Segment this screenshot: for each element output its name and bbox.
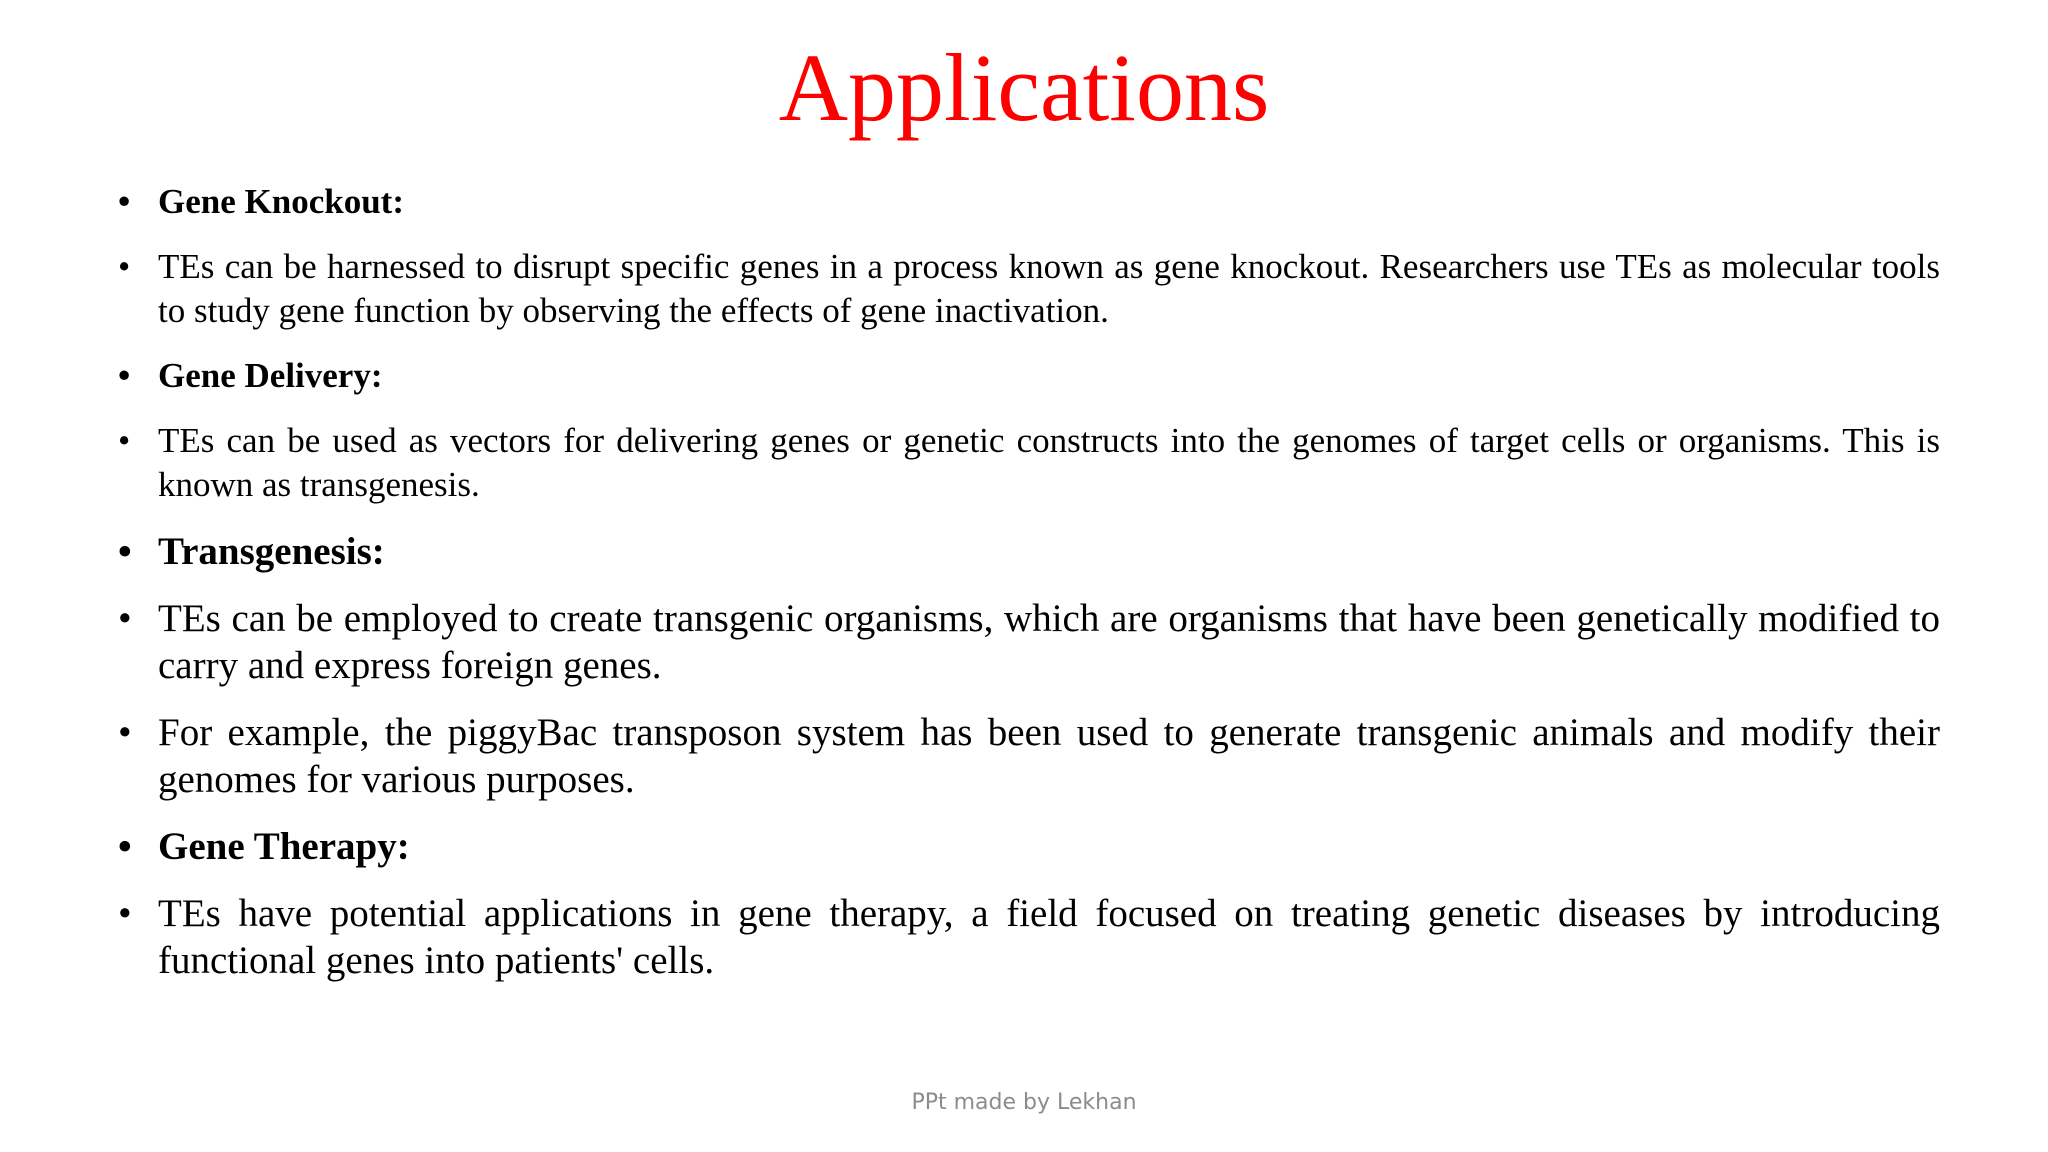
bullet-item: • For example, the piggyBac transposon system has been used to generate transgenic animals and modify their genomes for various purposes.	[158, 709, 1940, 803]
bullet-item: • Gene Knockout:	[158, 180, 1940, 224]
bullet-item: • Gene Delivery:	[158, 354, 1940, 398]
bullet-item: • Transgenesis:	[158, 528, 1940, 575]
slide-title: Applications	[778, 34, 1270, 141]
bullet-item: • TEs can be harnessed to disrupt specific genes in a process known as gene knockout. Researchers use TEs as molecular tools to study gene function by observing the effects of gene inactivation.	[158, 245, 1940, 333]
bullet-item: • TEs can be used as vectors for delivering genes or genetic constructs into the genomes of target cells or organisms. This is known as transgenesis.	[158, 419, 1940, 507]
bullet-list	[158, 180, 1940, 1004]
footer-credit: PPt made by Lekhan	[911, 1090, 1137, 1115]
bullet-item: • TEs have potential applications in gene therapy, a field focused on treating genetic diseases by introducing functional genes into patients' cells.	[158, 890, 1940, 984]
bullet-item: • Gene Therapy:	[158, 823, 1940, 870]
bullet-item: • TEs can be employed to create transgenic organisms, which are organisms that have been genetically modified to carry and express foreign genes.	[158, 595, 1940, 689]
